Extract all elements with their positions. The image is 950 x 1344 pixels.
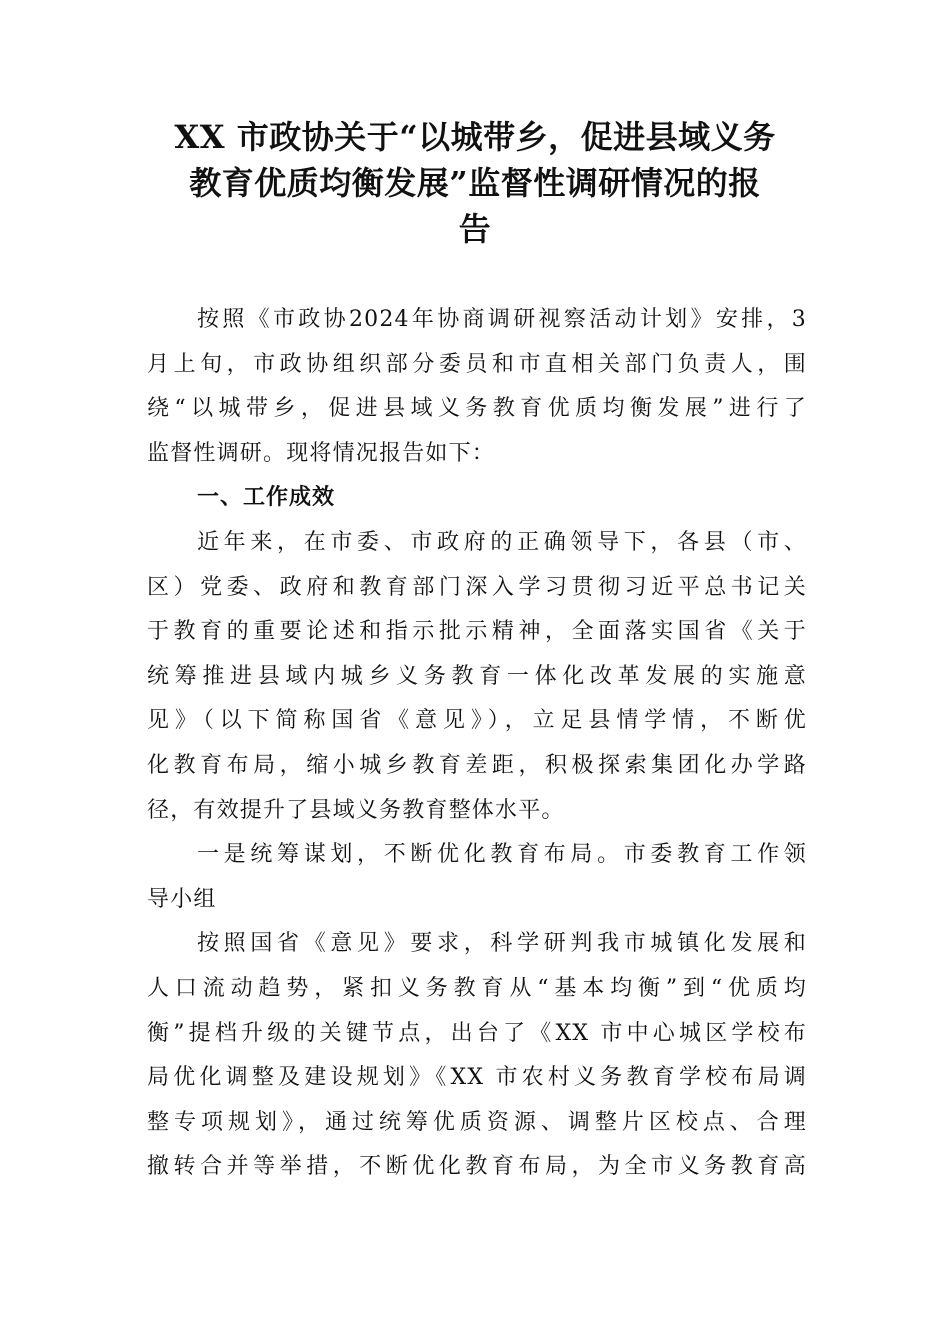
text-line: 径，有效提升了县域义务教育整体水平。	[147, 797, 565, 823]
section-heading: 一、工作成效	[197, 485, 336, 511]
text-line: 一是统筹谋划，不断优化教育布局。市委教育工作领	[197, 842, 807, 868]
text-line: 监督性调研。现将情况报告如下：	[147, 440, 496, 466]
text-line: 于教育的重要论述和指示批示精神，全面落实国省《关于	[147, 619, 807, 645]
text-line: 统筹推进县域内城乡义务教育一体化改革发展的实施意	[147, 663, 807, 689]
text-line: 近年来，在市委、市政府的正确领导下，各县（市、	[197, 529, 807, 555]
text-line: 局优化调整及建设规划》《XX 市农村义务教育学校布局调	[147, 1065, 807, 1091]
text-line: 月上旬，市政协组织部分委员和市直相关部门负责人，围	[147, 351, 807, 377]
text-line: 见》（以下简称国省《意见》），立足县情学情，不断优	[147, 708, 807, 734]
document-body	[147, 298, 807, 1190]
text-line: 区）党委、政府和教育部门深入学习贯彻习近平总书记关	[147, 574, 807, 600]
title-line: 教育优质均衡发展”监督性调研情况的报	[189, 164, 761, 202]
text-line: 按照国省《意见》要求，科学研判我市城镇化发展和	[197, 931, 807, 957]
title-line: XX 市政协关于“以城带乡，促进县域义务	[174, 118, 776, 156]
document-title	[140, 114, 810, 252]
text-line: 按照《市政协2024年协商调研视察活动计划》安排，3	[197, 307, 807, 332]
title-line: 告	[458, 210, 492, 248]
achievements-paragraph	[147, 521, 807, 833]
intro-paragraph	[147, 298, 807, 476]
text-line: 撤转合并等举措，不断优化教育布局，为全市义务教育高	[147, 1154, 807, 1180]
text-line: 绕“以城带乡，促进县域义务教育优质均衡发展”进行了	[147, 396, 807, 422]
text-line: 整专项规划》，通过统筹优质资源、调整片区校点、合理	[147, 1109, 807, 1135]
text-line: 导小组	[147, 886, 217, 912]
text-line: 衡”提档升级的关键节点，出台了《XX 市中心城区学校布	[147, 1020, 807, 1046]
layout-paragraph	[147, 922, 807, 1190]
text-line: 化教育布局，缩小城乡教育差距，积极探索集团化办学路	[147, 752, 807, 778]
point-one-paragraph	[147, 833, 807, 922]
text-line: 人口流动趋势，紧扣义务教育从“基本均衡”到“优质均	[147, 975, 807, 1001]
